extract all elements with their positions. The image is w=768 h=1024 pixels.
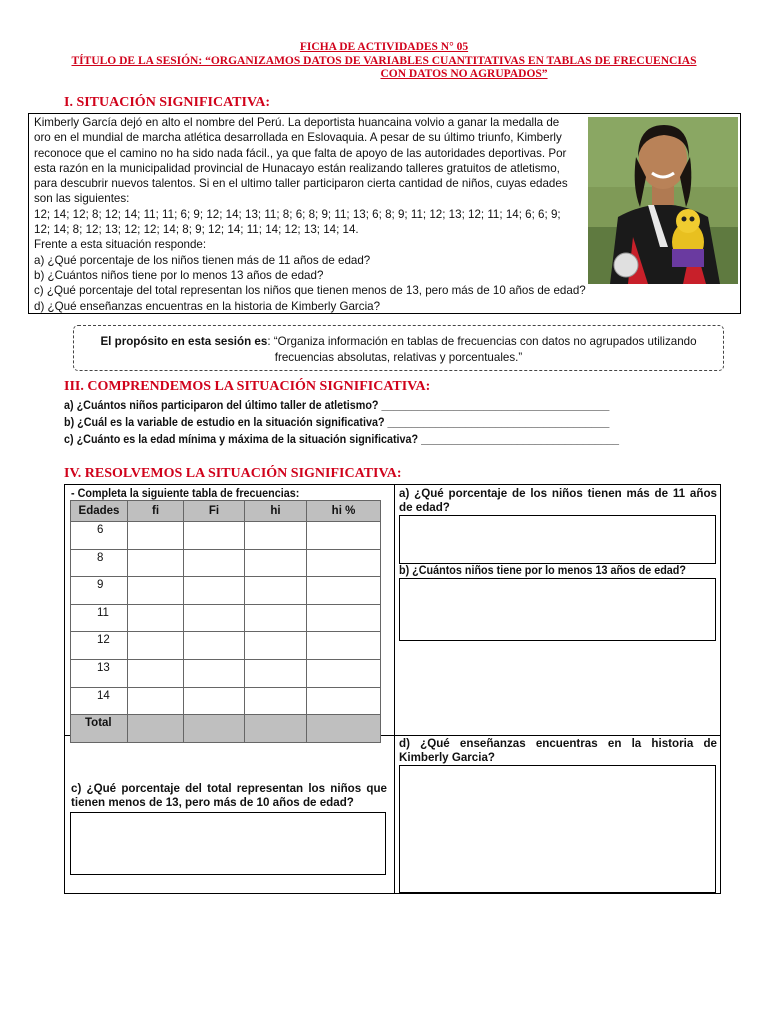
Fi-cell[interactable]: [184, 604, 245, 632]
Fi-total-cell[interactable]: [184, 715, 245, 743]
age-cell: 11: [71, 604, 128, 632]
situation-line: son las siguientes:: [34, 192, 130, 206]
table-row: [71, 687, 381, 715]
session-title-cont: CON DATOS NO AGRUPADOS”: [380, 68, 548, 80]
table-row: [71, 549, 381, 577]
hi-percent-cell[interactable]: [307, 522, 381, 550]
section-1-title: I. SITUACIÓN SIGNIFICATIVA:: [64, 95, 271, 110]
total-label: Total: [71, 715, 128, 743]
fi-cell[interactable]: [128, 522, 184, 550]
hi-percent-cell[interactable]: [307, 687, 381, 715]
situation-line: para descubrir nuevos talentos. Si en el ultimo taller participaron cierta cantidad de niños, cuyas edades: [34, 177, 568, 191]
hi-cell[interactable]: [245, 659, 307, 687]
Fi-cell[interactable]: [184, 659, 245, 687]
question-b-label: b) ¿Cuántos niños tiene por lo menos 13 años de edad?: [399, 564, 686, 577]
purpose-text-cont: frecuencias absolutas, relativas y porcentuales.”: [274, 351, 523, 364]
age-cell: 8: [71, 549, 128, 577]
situation-line: esta razón en la municipalidad provincial de Hunacayo están realizando talleres gratuitos de atletismo,: [34, 161, 560, 175]
answer-box-b[interactable]: [399, 578, 716, 641]
situation-text: [34, 115, 584, 314]
table-row: [71, 659, 381, 687]
worksheet-title: FICHA DE ACTIVIDADES N° 05: [299, 41, 469, 53]
purpose-box: [73, 325, 724, 371]
situation-line: Frente a esta situación responde:: [34, 238, 207, 252]
hi-percent-cell[interactable]: [307, 604, 381, 632]
situation-box: [28, 113, 741, 314]
section-3-title: III. COMPRENDEMOS LA SITUACIÓN SIGNIFICATIVA:: [64, 379, 431, 394]
hi-cell[interactable]: [245, 687, 307, 715]
session-title: TÍTULO DE LA SESIÓN: “ORGANIZAMOS DATOS DE VARIABLES CUANTITATIVAS EN TABLAS DE FRECUENCIAS: [71, 54, 697, 67]
table-row: [71, 577, 381, 605]
hi-total-cell[interactable]: [245, 715, 307, 743]
answer-box-d[interactable]: [399, 765, 716, 893]
Fi-cell[interactable]: [184, 577, 245, 605]
question-d-label: d) ¿Qué enseñanzas encuentras en la historia de Kimberly Garcia?: [399, 737, 717, 764]
situation-line: oro en el mundial de marcha atlética desarrollada en Eslovaquia. A pesar de su último triunfo, Kimberly: [34, 131, 562, 145]
age-cell: 12: [71, 632, 128, 660]
document-header: [0, 41, 768, 82]
section-4-title: IV. RESOLVEMOS LA SITUACIÓN SIGNIFICATIVA:: [64, 466, 402, 481]
athlete-photo: [588, 117, 738, 284]
situation-line: Kimberly García dejó en alto el nombre del Perú. La deportista huancaina volvio a ganar la medalla de: [34, 116, 560, 129]
hi-cell[interactable]: [245, 522, 307, 550]
Fi-cell[interactable]: [184, 687, 245, 715]
table-row: [71, 632, 381, 660]
age-cell: 6: [71, 522, 128, 550]
situation-question: d) ¿Qué enseñanzas encuentras en la historia de Kimberly Garcia?: [34, 299, 381, 313]
answer-box-c[interactable]: [70, 812, 386, 875]
fi-cell[interactable]: [128, 549, 184, 577]
hi-percent-cell[interactable]: [307, 632, 381, 660]
fi-cell[interactable]: [128, 632, 184, 660]
age-cell: 14: [71, 687, 128, 715]
age-cell: 9: [71, 577, 128, 605]
table-header: hi %: [307, 501, 381, 522]
table-instruction: - Completa la siguiente tabla de frecuencias:: [71, 487, 300, 500]
hi-cell[interactable]: [245, 632, 307, 660]
frequency-table: [70, 500, 381, 743]
comprehension-question-c[interactable]: c) ¿Cuánto es la edad mínima y máxima de la situación significativa? _________________________________: [64, 433, 620, 446]
ages-data-line: 12; 14; 12; 8; 12; 14; 11; 11; 6; 9; 12; 14; 13; 11; 8; 6; 8; 9; 11; 13; 6; 8; 9; 11; 12; 13; 12; 11; 14; 6; 6; 9;: [34, 207, 561, 221]
situation-question: a) ¿Qué porcentaje de los niños tienen más de 11 años de edad?: [34, 253, 371, 267]
comprehension-question-a[interactable]: a) ¿Cuántos niños participaron del último taller de atletismo? ______________________________________: [64, 399, 610, 412]
question-c-label: c) ¿Qué porcentaje del total representan los niños que tienen menos de 13, pero más de 10 años de edad?: [71, 782, 387, 809]
hi-percent-cell[interactable]: [307, 577, 381, 605]
hi-percent-cell[interactable]: [307, 659, 381, 687]
Fi-cell[interactable]: [184, 522, 245, 550]
table-header: hi: [245, 501, 307, 522]
hi-cell[interactable]: [245, 577, 307, 605]
table-header: Edades: [71, 501, 128, 522]
purpose-text: : “Organiza información en tablas de frecuencias con datos no agrupados utilizando: [267, 335, 697, 348]
fi-cell[interactable]: [128, 659, 184, 687]
purpose-label: El propósito en esta sesión es: [100, 335, 268, 348]
Fi-cell[interactable]: [184, 549, 245, 577]
hi-cell[interactable]: [245, 604, 307, 632]
table-header: Fi: [184, 501, 245, 522]
hi-percent-total-cell[interactable]: [307, 715, 381, 743]
situation-line: reconoce que el camino no ha sido nada fácil., ya que falta de apoyo de las autoridades deportivas. Por: [34, 146, 567, 160]
ages-data-line: 12; 14; 8; 12; 13; 12; 12; 14; 8; 9; 12; 14; 11; 14; 12; 13; 14; 14.: [34, 223, 359, 237]
table-total-row: [71, 715, 381, 743]
hi-percent-cell[interactable]: [307, 549, 381, 577]
fi-cell[interactable]: [128, 577, 184, 605]
fi-cell[interactable]: [128, 604, 184, 632]
comprehension-question-b[interactable]: b) ¿Cuál es la variable de estudio en la situación significativa? _____________________________________: [64, 416, 610, 429]
situation-question: b) ¿Cuántos niños tiene por lo menos 13 años de edad?: [34, 268, 324, 282]
age-cell: 13: [71, 659, 128, 687]
fi-cell[interactable]: [128, 687, 184, 715]
hi-cell[interactable]: [245, 549, 307, 577]
question-a-label: a) ¿Qué porcentaje de los niños tienen más de 11 años de edad?: [399, 487, 717, 514]
table-row: [71, 522, 381, 550]
situation-question: c) ¿Qué porcentaje del total representan los niños que tienen menos de 13, pero más de 10 años de edad?: [34, 284, 586, 298]
table-row: [71, 604, 381, 632]
fi-total-cell[interactable]: [128, 715, 184, 743]
Fi-cell[interactable]: [184, 632, 245, 660]
answer-box-a[interactable]: [399, 515, 716, 564]
table-header: fi: [128, 501, 184, 522]
